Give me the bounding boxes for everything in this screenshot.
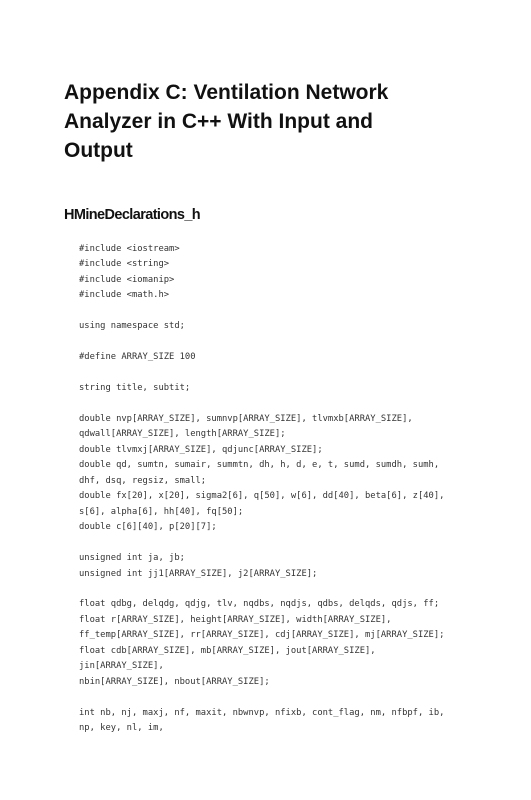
code-line: unsigned int ja, jb; [79, 553, 185, 564]
code-line: float qdbg, delqdg, qdjg, tlv, nqdbs, nqdjs, qdbs, delqds, qdjs, ff; [79, 599, 440, 610]
code-line: string title, subtit; [79, 383, 191, 394]
code-line: #include <string> [79, 259, 170, 270]
code-line: jin[ARRAY_SIZE], [79, 661, 164, 672]
code-line: double nvp[ARRAY_SIZE], sumnvp[ARRAY_SIZE], tlvmxb[ARRAY_SIZE], [79, 413, 413, 424]
code-line: s[6], alpha[6], hh[40], fq[50]; [79, 506, 244, 517]
code-line: #define ARRAY_SIZE 100 [79, 352, 196, 363]
code-line: unsigned int jj1[ARRAY_SIZE], j2[ARRAY_SIZE]; [79, 568, 318, 579]
code-line: np, key, nl, im, [79, 723, 164, 734]
code-line: float r[ARRAY_SIZE], height[ARRAY_SIZE], width[ARRAY_SIZE], [79, 614, 392, 625]
code-line: double qd, sumtn, sumair, summtn, dh, h, d, e, t, sumd, sumdh, sumh, [79, 460, 440, 471]
code-line: int nb, nj, maxj, nf, maxit, nbwnvp, nfixb, cont_flag, nm, nfbpf, ib, [79, 707, 445, 718]
code-listing [79, 242, 519, 737]
code-line: double tlvmxj[ARRAY_SIZE], qdjunc[ARRAY_SIZE]; [79, 444, 323, 455]
code-line: qdwall[ARRAY_SIZE], length[ARRAY_SIZE]; [79, 429, 286, 440]
code-line: #include <math.h> [79, 290, 170, 301]
code-line: float cdb[ARRAY_SIZE], mb[ARRAY_SIZE], jout[ARRAY_SIZE], [79, 645, 376, 656]
code-line: ff_temp[ARRAY_SIZE], rr[ARRAY_SIZE], cdj[ARRAY_SIZE], mj[ARRAY_SIZE]; [79, 630, 445, 641]
code-line: dhf, dsq, regsiz, small; [79, 475, 207, 486]
code-line: double c[6][40], p[20][7]; [79, 522, 217, 533]
code-line: using namespace std; [79, 321, 185, 332]
code-line: #include <iomanip> [79, 274, 175, 285]
appendix-title: Appendix C: Ventilation Network Analyzer in C++ With Input and Output [64, 81, 389, 162]
code-line: #include <iostream> [79, 244, 180, 254]
section-heading: HMineDeclarations_h [64, 207, 201, 223]
code-line: nbin[ARRAY_SIZE], nbout[ARRAY_SIZE]; [79, 676, 270, 687]
code-line: double fx[20], x[20], sigma2[6], q[50], w[6], dd[40], beta[6], z[40], [79, 491, 445, 502]
